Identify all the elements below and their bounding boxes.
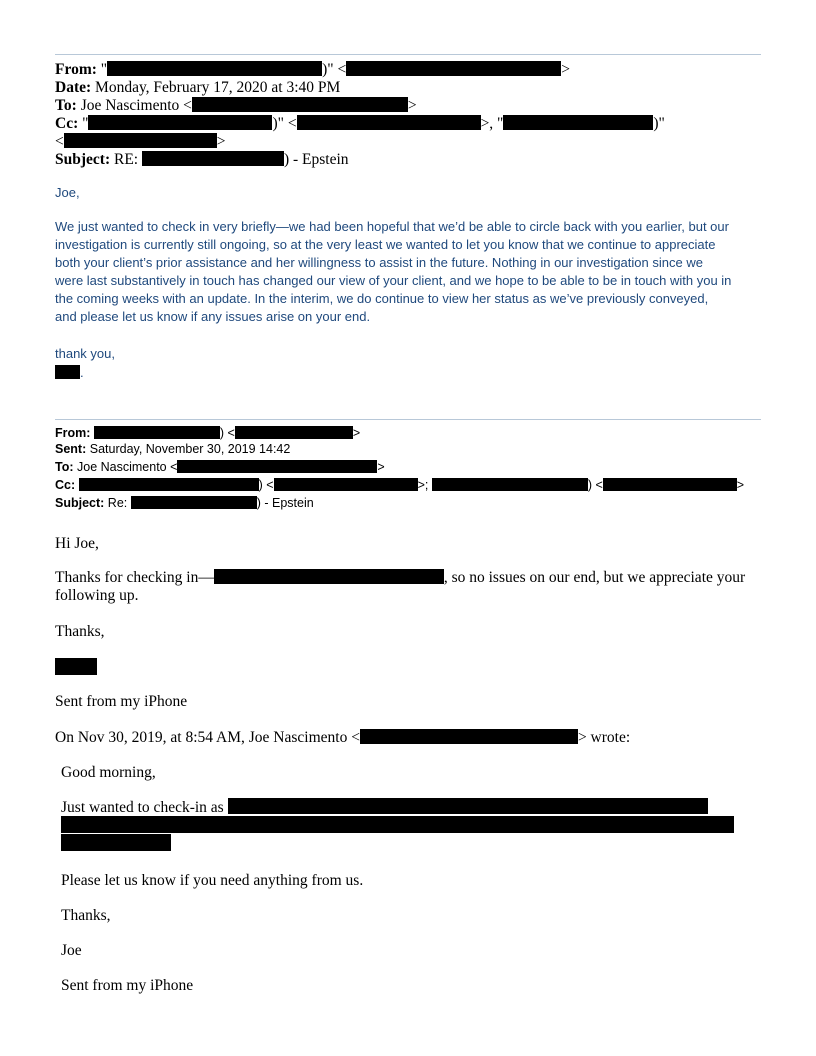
quoted-body-line1: Just wanted to check-in as (61, 798, 708, 817)
redaction (61, 816, 734, 833)
mid-divider (55, 419, 761, 420)
email2-sent: Sent: Saturday, November 30, 2019 14:42 (55, 442, 291, 456)
redaction (131, 496, 257, 509)
email2-closing: Thanks, (55, 623, 105, 640)
quoted-name: Joe (61, 942, 82, 959)
email1-to: To: Joe Nascimento < > (55, 97, 417, 114)
email2-subject: Subject: Re: ) - Epstein (55, 496, 314, 510)
redaction (228, 798, 708, 814)
redaction (360, 729, 578, 744)
quoted-body-line2 (61, 816, 734, 833)
top-divider (55, 54, 761, 55)
email2-greeting: Hi Joe, (55, 535, 99, 552)
email1-from: From: " )" < > (55, 61, 570, 78)
redaction (142, 151, 284, 166)
email2-cc: Cc: ) < >; ) < > (55, 478, 745, 492)
email1-greeting: Joe, (55, 185, 80, 200)
email1-subject: Subject: RE: ) - Epstein (55, 151, 349, 168)
email2-to: To: Joe Nascimento < > (55, 460, 385, 474)
redaction (503, 115, 653, 130)
email2-signature (55, 658, 97, 675)
redaction (192, 97, 408, 112)
quoted-greeting: Good morning, (61, 764, 156, 781)
quoted-body-line3 (61, 834, 171, 851)
redaction (61, 834, 171, 851)
email1-closing: thank you, (55, 346, 115, 361)
redaction (79, 478, 259, 491)
quoted-request: Please let us know if you need anything from us. (61, 872, 364, 889)
redaction (177, 460, 377, 473)
redaction (297, 115, 481, 130)
redaction (55, 365, 80, 379)
quoted-sent-from: Sent from my iPhone (61, 977, 194, 994)
redaction (107, 61, 322, 76)
email1-date: Date: Monday, February 17, 2020 at 3:40 PM (55, 79, 341, 96)
redaction (88, 115, 272, 130)
email2-sent-from: Sent from my iPhone (55, 693, 188, 710)
email1-body: We just wanted to check in very briefly—we had been hopeful that we’d be able to circle back with you earlier, but our investigation is currently still ongoing, so at the very least we wanted to let you know that we continue to appreciate both your client’s prior assistance and her willingness to assist in the future. Nothing in our investigation since we were last substantively in touch has changed our view of your client, and we hope to be able to be in touch with you in the coming weeks with an update. In the interim, we do continue to view her status as we’ve previously conveyed, and please let us know if any issues arise on your end. (55, 219, 732, 324)
email2-from: From: ) < > (55, 426, 361, 440)
quote-header: On Nov 30, 2019, at 8:54 AM, Joe Nascimento < > wrote: (55, 729, 631, 746)
email1-cc-cont: < > (55, 133, 226, 150)
email1-signature: . (55, 364, 84, 382)
redaction (346, 61, 561, 76)
redaction (214, 569, 444, 584)
email2-body-line2: following up. (55, 587, 139, 604)
redaction (94, 426, 220, 439)
email2-body-line1: Thanks for checking in— , so no issues on our end, but we appreciate your (55, 569, 746, 586)
redaction (603, 478, 737, 491)
redaction (274, 478, 418, 491)
email1-cc: Cc: " )" < >, " )" (55, 115, 665, 132)
redaction (64, 133, 217, 148)
redaction (55, 658, 97, 675)
quoted-closing: Thanks, (61, 907, 111, 924)
redaction (432, 478, 588, 491)
redaction (235, 426, 353, 439)
